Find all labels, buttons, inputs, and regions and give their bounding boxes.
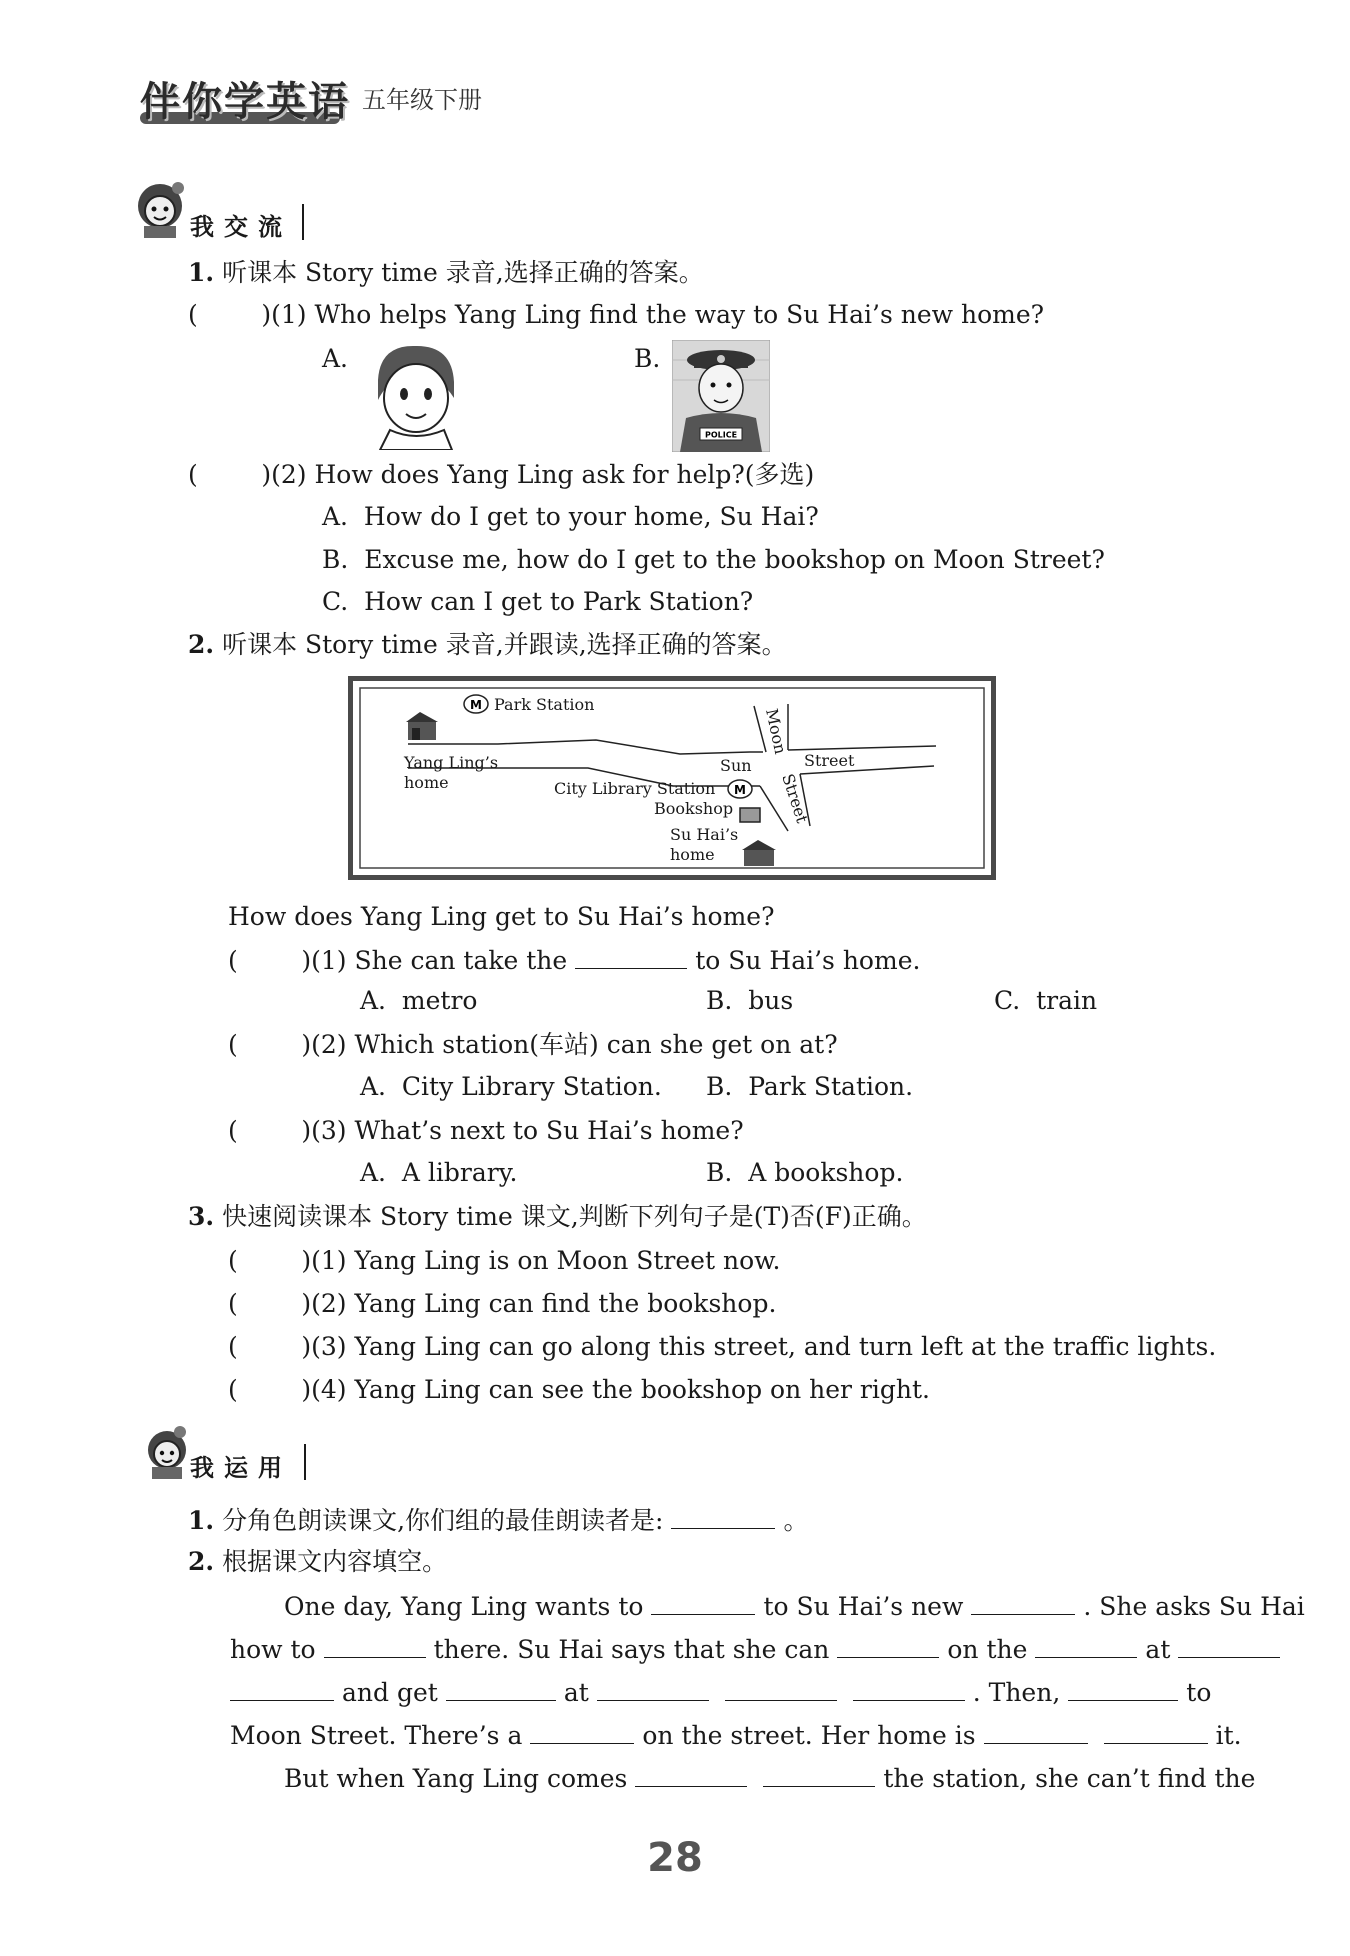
- q1-sub2-option-a: A. How do I get to your home, Su Hai?: [322, 502, 819, 531]
- fill-blank[interactable]: [984, 1717, 1088, 1744]
- q2-sub3: ( )(3) What’s next to Su Hai’s home?: [228, 1116, 744, 1145]
- q2-sub1-option-a: A. metro: [360, 986, 478, 1015]
- u2-para-line-5: But when Yang Ling comes the station, she can’t find the: [284, 1760, 1255, 1796]
- q2-sub2: ( )(2) Which station(车站) can she get on at?: [228, 1030, 838, 1059]
- answer-paren[interactable]: ( ): [228, 1289, 312, 1318]
- fill-blank[interactable]: [1178, 1631, 1280, 1658]
- q1-sub2-option-c: C. How can I get to Park Station?: [322, 587, 754, 616]
- q3-instruction: 3. 快速阅读课本 Story time 课文,判断下列句子是(T)否(F)正确。: [188, 1202, 927, 1231]
- page-number: 28: [647, 1835, 703, 1881]
- u2-para-line-2: how to there. Su Hai says that she can on the at: [230, 1631, 1288, 1667]
- fill-blank[interactable]: [971, 1588, 1075, 1615]
- map-label-bookshop: Bookshop: [654, 799, 734, 818]
- map-label-yang-home-1: Yang Ling’s: [404, 753, 499, 772]
- answer-paren[interactable]: ( ): [228, 1332, 312, 1361]
- u2-para-line-4: Moon Street. There’s a on the street. Her home is it.: [230, 1717, 1242, 1753]
- fill-blank[interactable]: [530, 1717, 634, 1744]
- q1-instruction: 1. 听课本 Story time 录音,选择正确的答案。: [188, 258, 704, 287]
- fill-blank[interactable]: [837, 1631, 939, 1658]
- section-title-apply: 我运用: [190, 1454, 292, 1482]
- u2-para-line-3: and get at . Then, to: [222, 1674, 1211, 1710]
- policeman-image: [672, 340, 770, 452]
- answer-paren[interactable]: ( ): [228, 946, 312, 975]
- fill-blank[interactable]: [635, 1760, 747, 1787]
- svg-text:M: M: [734, 783, 746, 797]
- q2-instruction: 2. 听课本 Story time 录音,并跟读,选择正确的答案。: [188, 630, 787, 659]
- book-title: 伴你学英语: [140, 79, 350, 125]
- q2-sub1: ( )(1) She can take the to Su Hai’s home.: [228, 942, 920, 978]
- fill-blank[interactable]: [763, 1760, 875, 1787]
- answer-paren[interactable]: ( ): [188, 460, 272, 489]
- map-label-yang-home-2: home: [404, 773, 449, 792]
- route-map: [348, 676, 996, 880]
- u2-instruction: 2. 根据课文内容填空。: [188, 1547, 448, 1576]
- metro-icon-city-library: [728, 780, 752, 798]
- q1-sub2: ( )(2) How does Yang Ling ask for help?(多选): [188, 460, 815, 489]
- girl-mascot-icon: [140, 1424, 194, 1480]
- q2-sub3-option-b: B. A bookshop.: [706, 1158, 904, 1187]
- map-label-street-vertical: Street: [778, 771, 812, 826]
- fill-blank[interactable]: [1035, 1631, 1137, 1658]
- fill-blank[interactable]: [446, 1674, 556, 1701]
- metro-icon-park: [464, 695, 488, 713]
- fill-blank[interactable]: [575, 942, 687, 969]
- svg-text:M: M: [470, 698, 482, 712]
- section-divider: [304, 1444, 306, 1480]
- police-badge-label: POLICE: [704, 430, 738, 440]
- fill-blank[interactable]: [853, 1674, 965, 1701]
- answer-paren[interactable]: ( ): [228, 1246, 312, 1275]
- q2-sub1-option-c: C. train: [994, 986, 1098, 1015]
- q3-item: ( )(1) Yang Ling is on Moon Street now.: [228, 1246, 781, 1275]
- map-label-su-home-1: Su Hai’s: [670, 825, 739, 844]
- q3-item: ( )(2) Yang Ling can find the bookshop.: [228, 1289, 777, 1318]
- fill-blank[interactable]: [230, 1674, 334, 1701]
- q2-sub3-option-a: A. A library.: [360, 1158, 518, 1187]
- u2-para-line-1: One day, Yang Ling wants to to Su Hai’s new . She asks Su Hai: [284, 1588, 1305, 1624]
- fill-blank[interactable]: [1104, 1717, 1208, 1744]
- u1-line: 1. 分角色朗读课文,你们组的最佳朗读者是: 。: [188, 1502, 808, 1538]
- map-label-su-home-2: home: [670, 845, 715, 864]
- fill-blank[interactable]: [651, 1588, 755, 1615]
- grade-label: 五年级下册: [362, 86, 482, 114]
- q1-sub1-option-a: A.: [322, 344, 349, 373]
- map-label-moon: Moon: [762, 706, 791, 756]
- fill-blank[interactable]: [1068, 1674, 1178, 1701]
- girl-mascot-icon: [130, 178, 190, 240]
- section-title-communicate: 我交流: [190, 213, 292, 241]
- map-label-street: Street: [804, 751, 855, 770]
- answer-paren[interactable]: ( ): [228, 1116, 312, 1145]
- fill-blank[interactable]: [725, 1674, 837, 1701]
- q2-question: How does Yang Ling get to Su Hai’s home?: [228, 902, 775, 931]
- map-label-sun: Sun: [720, 756, 752, 775]
- q1-sub1: ( )(1) Who helps Yang Ling find the way to Su Hai’s new home?: [188, 300, 1045, 329]
- fill-blank[interactable]: [597, 1674, 709, 1701]
- q2-sub2-option-b: B. Park Station.: [706, 1072, 914, 1101]
- fill-blank[interactable]: [324, 1631, 426, 1658]
- q1-sub2-option-b: B. Excuse me, how do I get to the bookshop on Moon Street?: [322, 545, 1105, 574]
- q1-sub1-option-b: B.: [634, 344, 661, 373]
- answer-paren[interactable]: ( ): [228, 1030, 312, 1059]
- answer-paren[interactable]: ( ): [228, 1375, 312, 1404]
- answer-paren[interactable]: ( ): [188, 300, 272, 329]
- girl-image: [360, 340, 470, 450]
- fill-blank[interactable]: [671, 1502, 775, 1529]
- section-divider: [302, 204, 304, 240]
- q2-sub1-option-b: B. bus: [706, 986, 794, 1015]
- q3-item: ( )(4) Yang Ling can see the bookshop on her right.: [228, 1375, 930, 1404]
- map-label-city-library-station: City Library Station: [554, 779, 716, 798]
- bookshop-icon: [740, 808, 760, 822]
- map-label-park-station: Park Station: [494, 695, 595, 714]
- q2-sub2-option-a: A. City Library Station.: [360, 1072, 662, 1101]
- q3-item: ( )(3) Yang Ling can go along this street, and turn left at the traffic lights.: [228, 1332, 1217, 1361]
